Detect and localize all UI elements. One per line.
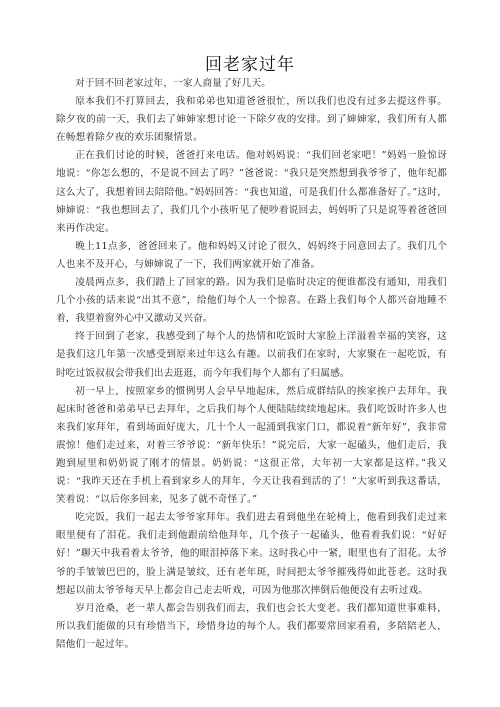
paragraph: 原本我们不打算回去，我和弟弟也知道爸爸很忙，所以我们也没有过多去提这件事。除夕夜的前一天，我们去了婶婶家想讨论一下除夕夜的安排。到了婶婶家，我们所有人都在畅想着除夕夜的欢乐团聚情景。 bbox=[56, 96, 447, 144]
paragraph: 晚上11点多，爸爸回来了。他和妈妈又讨论了很久，妈妈终于同意回去了。我们几个人也来不及开心，与婶婶说了一下，我们两家就开始了准备。 bbox=[56, 240, 447, 270]
paragraph: 终于回到了老家，我感受到了每个人的热情和吃饭时大家脸上洋溢着幸福的笑容，这是我们这几年第一次感受到原来过年这么有趣。以前我们在家时，大家聚在一起吃饭，有时吃过饭叔叔会带我们出去逛逛，而今年我们每个人都有了归属感。 bbox=[56, 331, 447, 379]
paragraph: 对于回不回老家过年，一家人商量了好几天。 bbox=[75, 78, 272, 89]
paragraph: 岁月沧桑，老一辈人都会告别我们而去，我们也会长大变老。我们都知道世事难料，所以我们能做的只有珍惜当下，珍惜身边的每个人。我们都要常回家看看，多陪陪老人，陪他们一起过年。 bbox=[56, 602, 447, 650]
document-title: 回老家过年 bbox=[205, 55, 295, 75]
paragraph: 凌晨两点多，我们踏上了回家的路。因为我们是临时决定的便谁都没有通知，用我们几个小孩的话来说“出其不意”，给他们每个人一个惊喜。在路上我们每个人都兴奋地睡不着，我望着窗外心中又激动又兴奋。 bbox=[56, 277, 447, 325]
paragraph: 正在我们讨论的时候，爸爸打来电话。他对妈妈说：“我们回老家吧！”妈妈一脸惊讶地说：“你怎么想的，不是说不回去了吗？”爸爸说：“我只是突然想到我爷爷了，他年纪都这么大了，我想着回去陪陪他。”妈妈回答：“我也知道，可是我们什么都准备好了。”这时，婶婶说：“我也想回去了，我们几个小孩听见了便吵着说回去，妈妈听了只是说等着爸爸回来再作决定。 bbox=[56, 150, 447, 234]
document-body bbox=[56, 75, 447, 654]
paragraph: 初一早上，按照家乡的惯例男人会早早地起床，然后成群结队的挨家挨户去拜年。我起床时爸爸和弟弟早已去拜年，之后我们每个人便陆陆续续地起床。我们吃饭时许多人也来我们家拜年，看到场面好庞大，几十个人一起涌到我家门口，都说着“新年好”，我非常震惊！他们走过来，对着三爷爷说：“新年快乐！”说完后，大家一起磕头，他们走后，我跑到屋里和奶奶说了刚才的情景。奶奶说：“这很正常，大年初一大家都是这样。”我又说：“我昨天还在手机上看到家乡人的拜年，今天让我看到活的了！”大家听到我这番话，笑着说：“以后你多回来，见多了就不奇怪了。” bbox=[56, 385, 447, 506]
paragraph: 吃完饭，我们一起去太爷爷家拜年。我们进去看到他坐在轮椅上，他看到我们走过来眼里便有了泪花。我们走到他跟前给他拜年，几个孩子一起磕头，他看着我们说：“好好好！”聊天中我看着太爷爷，他的眼泪掉落下来。这时我心中一紧，眼里也有了泪花。太爷爷的手皱皱巴巴的，脸上满是皱纹，还有老年斑，时间把太爷爷摧残得如此苍老。这时我想起以前太爷爷每天早上都会自己走去听戏，可因为他那次摔倒后他便没有去听过戏。 bbox=[56, 512, 447, 596]
